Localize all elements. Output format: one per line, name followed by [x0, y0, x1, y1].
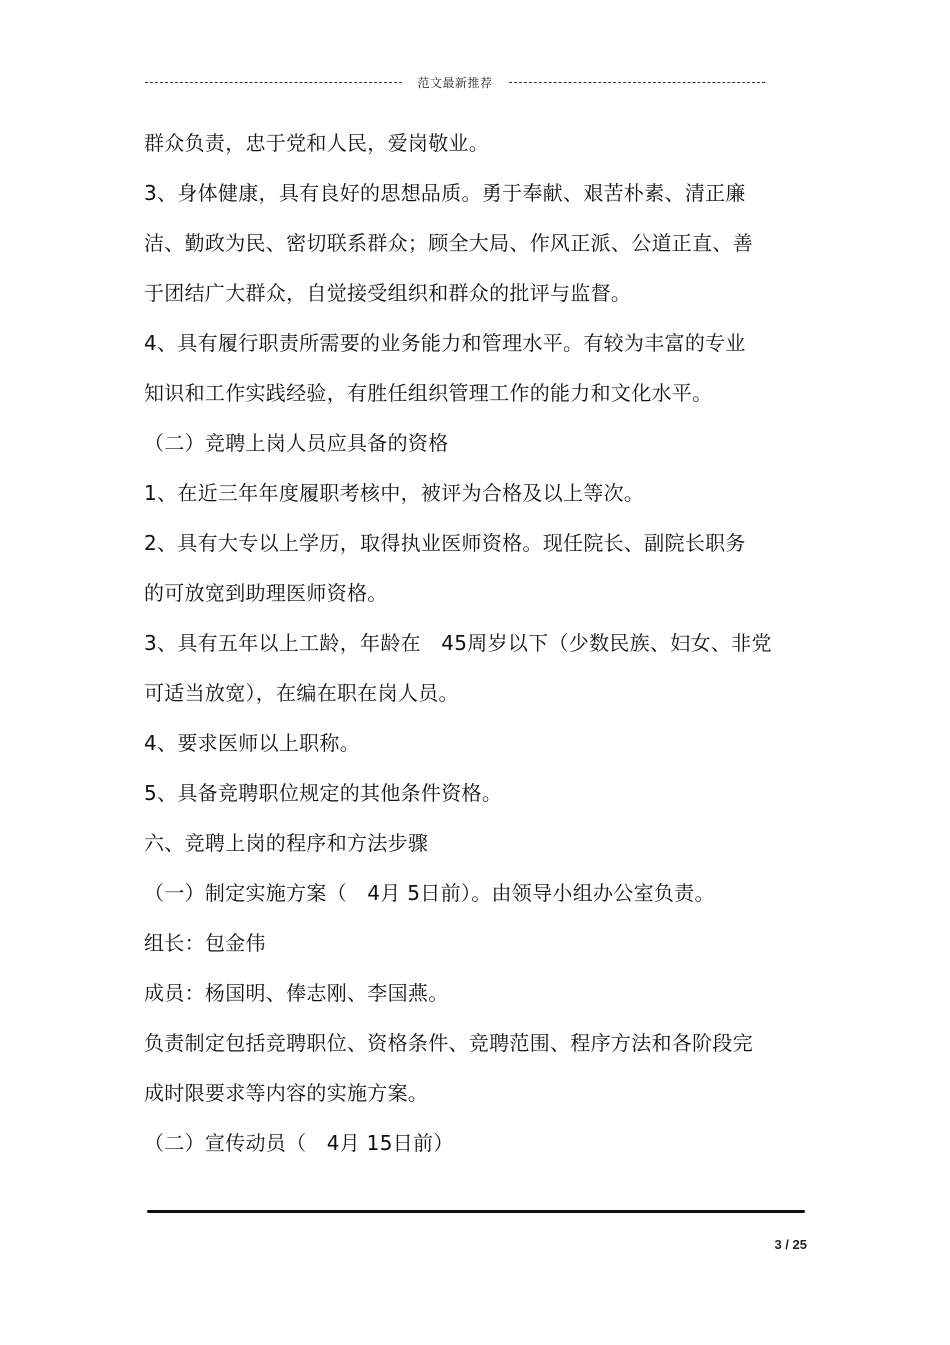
text-line: 4、具有履行职责所需要的业务能力和管理水平。有较为丰富的专业 [144, 331, 746, 355]
section-heading: （二）宣传动员（ 4月 15日前） [144, 1131, 454, 1155]
text-line: 知识和工作实践经验，有胜任组织管理工作的能力和文化水平。 [144, 381, 713, 405]
text-line: 3、身体健康，具有良好的思想品质。勇于奉献、艰苦朴素、清正廉 [144, 181, 746, 205]
text-line: 2、具有大专以上学历，取得执业医师资格。现任院长、副院长职务 [144, 531, 746, 555]
section-heading: 六、竞聘上岗的程序和方法步骤 [144, 831, 429, 855]
footer-divider [147, 1210, 805, 1213]
section-heading: （一）制定实施方案（ 4月 5日前）。由领导小组办公室负责。 [144, 881, 715, 905]
text-line: 于团结广大群众，自觉接受组织和群众的批评与监督。 [144, 281, 632, 305]
header-left-dashes [145, 82, 402, 83]
page-header [145, 72, 765, 92]
page-number: 3 / 25 [774, 1237, 807, 1252]
text-line: 可适当放宽），在编在职在岗人员。 [144, 681, 459, 705]
text-line: 负责制定包括竞聘职位、资格条件、竞聘范围、程序方法和各阶段完 [144, 1031, 753, 1055]
text-line: 的可放宽到助理医师资格。 [144, 581, 388, 605]
body-text [144, 118, 794, 1168]
text-line: 成时限要求等内容的实施方案。 [144, 1081, 429, 1105]
text-line: 4、要求医师以上职称。 [144, 731, 361, 755]
section-heading: （二）竞聘上岗人员应具备的资格 [144, 431, 449, 455]
header-right-dashes [509, 82, 766, 83]
header-title: 范文最新推荐 [417, 75, 493, 90]
text-line: 洁、勤政为民、密切联系群众；顾全大局、作风正派、公道正直、善 [144, 231, 753, 255]
text-line: 成员：杨国明、俸志刚、李国燕。 [144, 981, 449, 1005]
text-line: 5、具备竞聘职位规定的其他条件资格。 [144, 781, 503, 805]
text-line: 群众负责，忠于党和人民，爱岗敬业。 [144, 131, 490, 155]
text-line: 1、在近三年年度履职考核中，被评为合格及以上等次。 [144, 481, 645, 505]
text-line: 3、具有五年以上工龄，年龄在 45周岁以下（少数民族、妇女、非党 [144, 631, 772, 655]
text-line: 组长：包金伟 [144, 931, 266, 955]
